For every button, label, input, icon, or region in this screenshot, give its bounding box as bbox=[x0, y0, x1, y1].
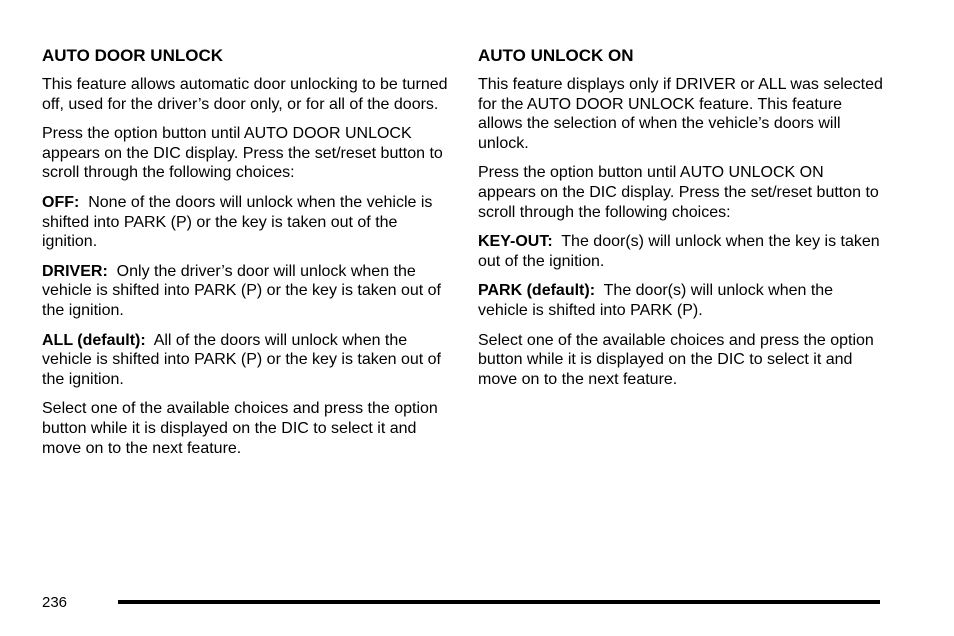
option-park bbox=[478, 281, 884, 320]
intro-paragraph: This feature displays only if DRIVER or ALL was selected for the AUTO DOOR UNLOCK feature. This feature allows the selection of when the vehicle’s doors will unlock. bbox=[478, 76, 883, 152]
option-driver bbox=[42, 262, 450, 321]
option-key-out bbox=[478, 232, 884, 271]
option-term: PARK (default): bbox=[478, 282, 596, 300]
section-heading-auto-unlock-on: AUTO UNLOCK ON bbox=[478, 46, 634, 65]
right-column bbox=[478, 46, 884, 399]
option-term: ALL (default): bbox=[42, 331, 146, 349]
intro-paragraph: This feature allows automatic door unlocking to be turned off, used for the driver’s door only, or for all of the doors. bbox=[42, 76, 448, 113]
closing-paragraph: Select one of the available choices and press the option button while it is displayed on the DIC to select it and move on to the next feature. bbox=[478, 331, 874, 388]
option-text: Only the driver’s door will unlock when the vehicle is shifted into PARK (P) or the key is taken out of the ignition. bbox=[42, 262, 441, 319]
footer-rule bbox=[118, 600, 880, 604]
option-text: All of the doors will unlock when the vehicle is shifted into PARK (P) or the key is taken out of the ignition. bbox=[42, 331, 441, 388]
option-text: The door(s) will unlock when the key is taken out of the ignition. bbox=[478, 233, 880, 270]
option-term: DRIVER: bbox=[42, 262, 108, 280]
closing-paragraph: Select one of the available choices and press the option button while it is displayed on the DIC to select it and move on to the next feature. bbox=[42, 400, 438, 457]
page-number: 236 bbox=[42, 594, 68, 611]
option-text: The door(s) will unlock when the vehicle is shifted into PARK (P). bbox=[478, 282, 834, 319]
option-term: OFF: bbox=[42, 193, 80, 211]
left-column bbox=[42, 46, 450, 468]
option-off bbox=[42, 193, 450, 252]
option-term: KEY-OUT: bbox=[478, 233, 553, 251]
section-heading-auto-door-unlock: AUTO DOOR UNLOCK bbox=[42, 46, 224, 65]
option-text: None of the doors will unlock when the vehicle is shifted into PARK (P) or the key is taken out of the ignition. bbox=[42, 193, 433, 251]
option-all bbox=[42, 331, 450, 390]
instructions-paragraph: Press the option button until AUTO UNLOCK ON appears on the DIC display. Press the set/reset button to scroll through the following choices: bbox=[478, 164, 879, 221]
instructions-paragraph: Press the option button until AUTO DOOR UNLOCK appears on the DIC display. Press the set/reset button to scroll through the following choices: bbox=[42, 125, 443, 182]
